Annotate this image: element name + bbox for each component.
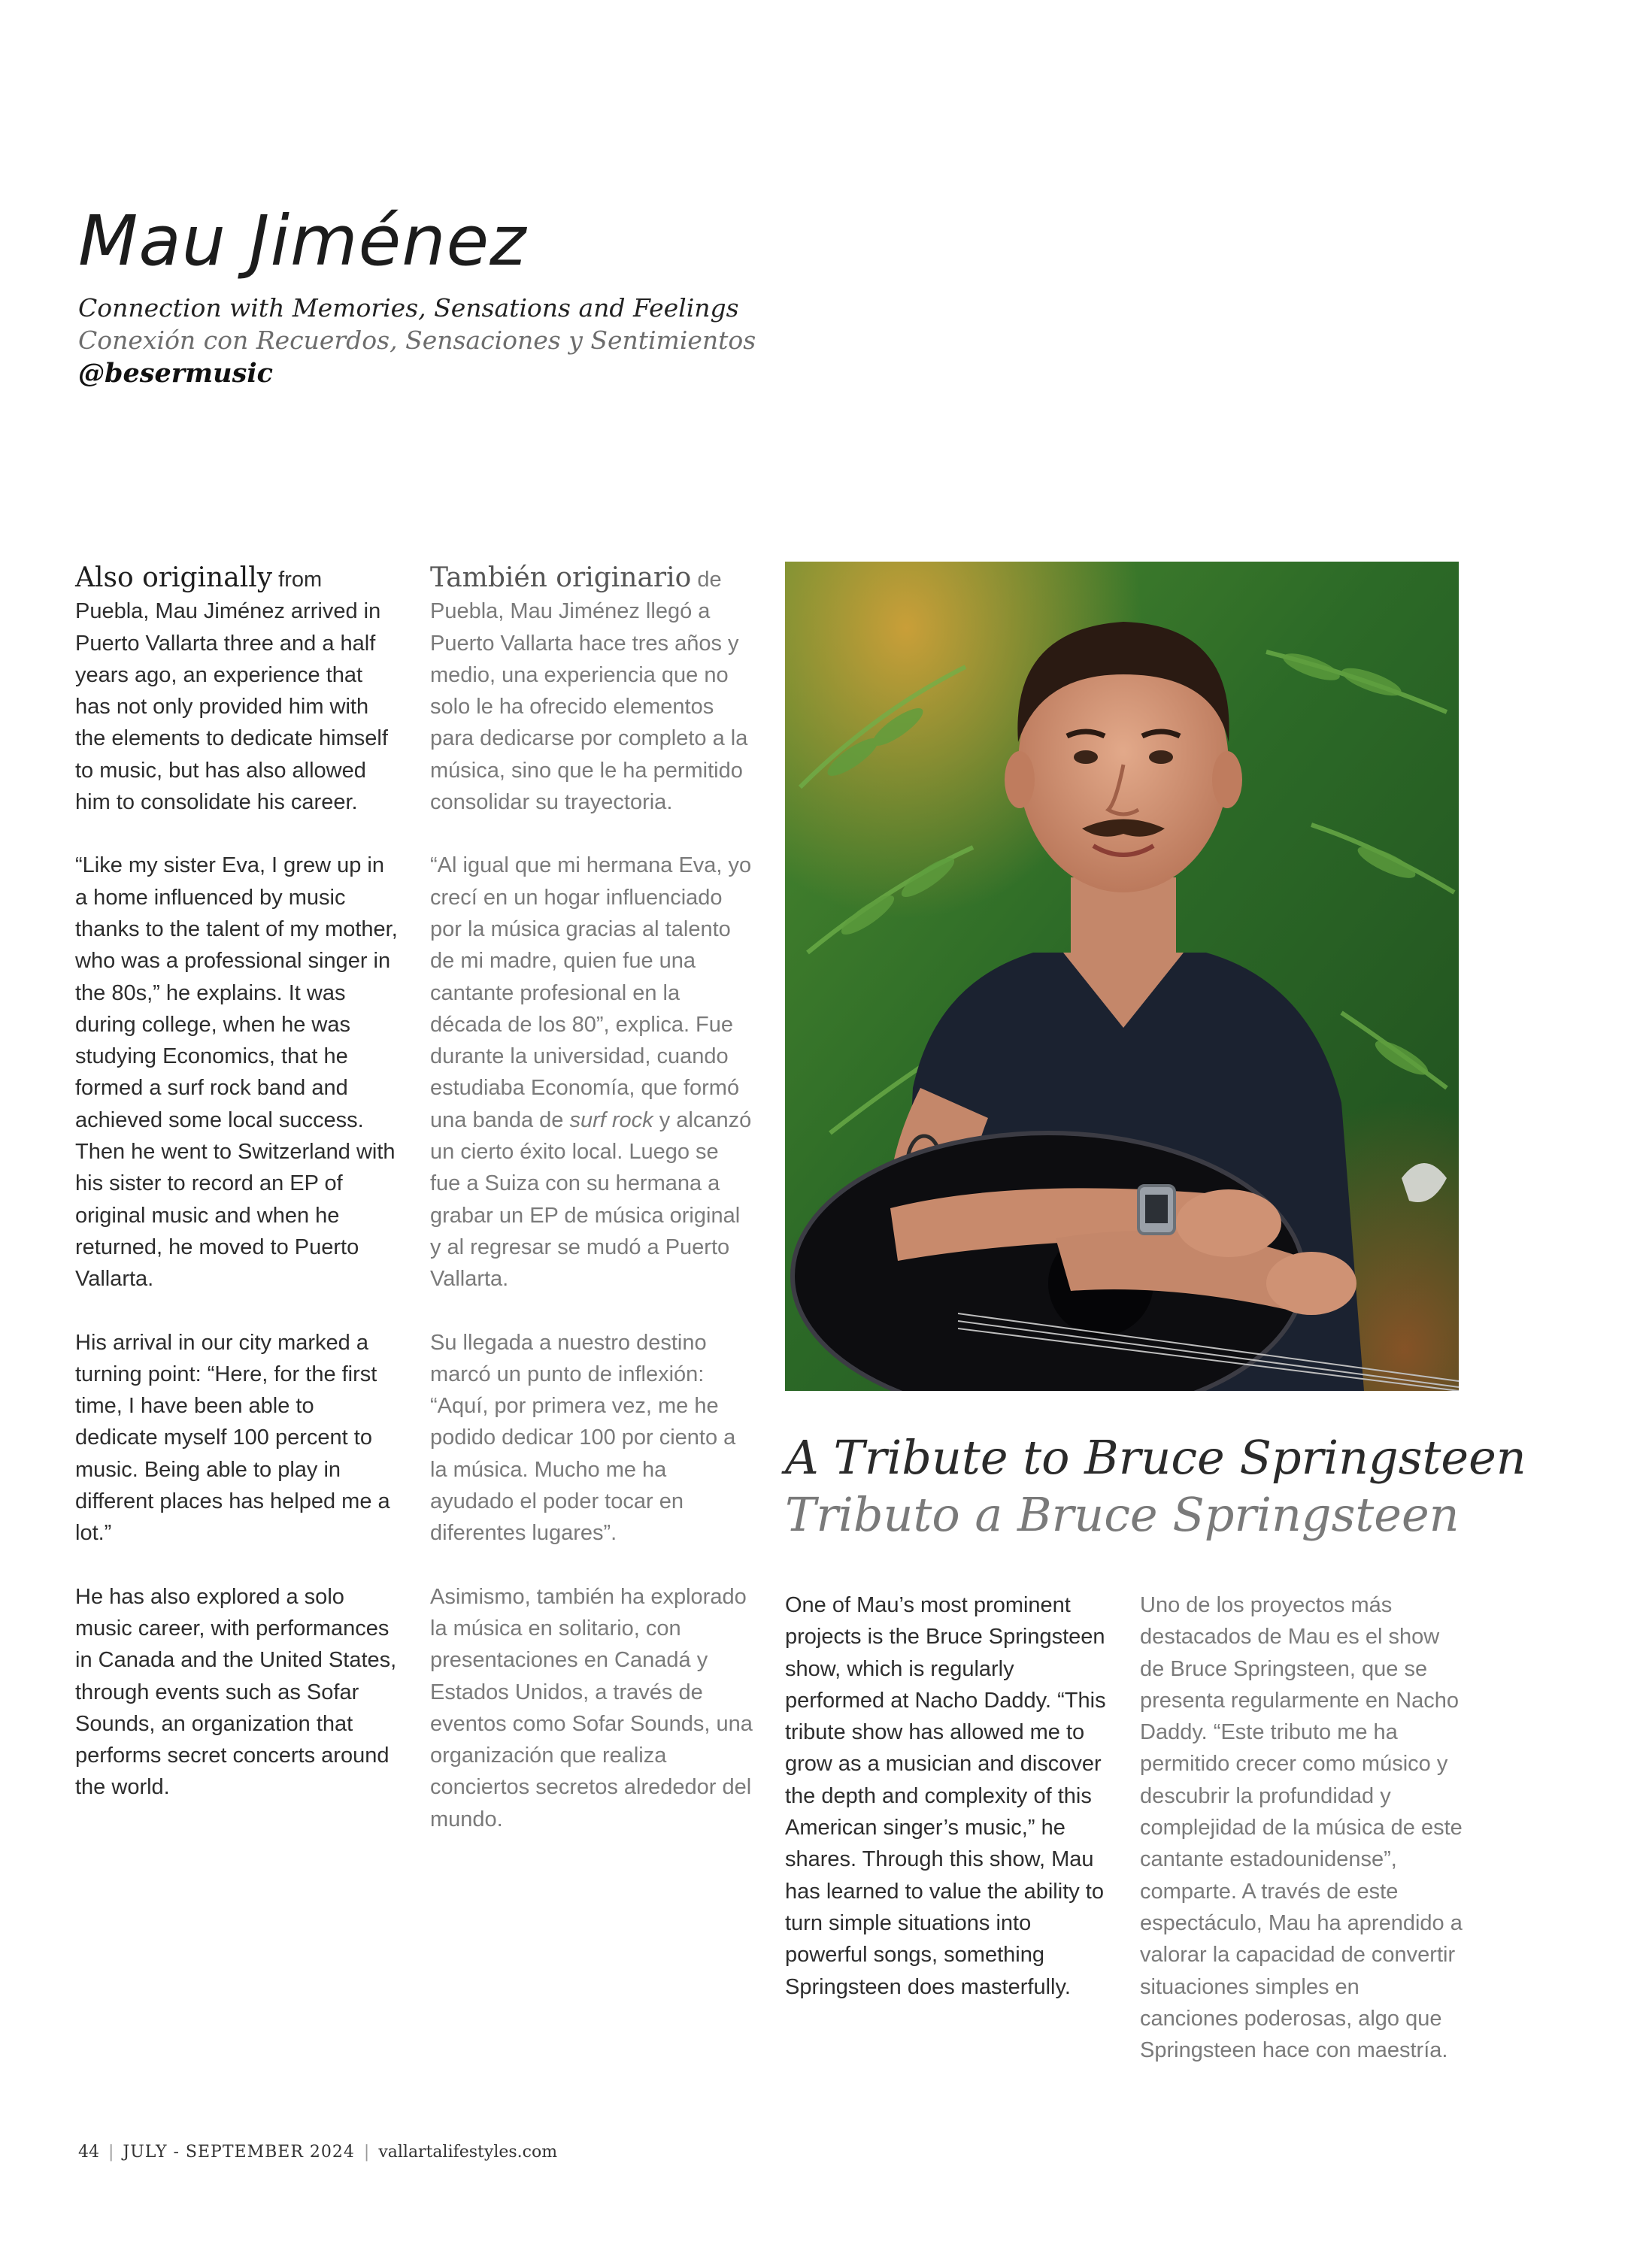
page-footer — [78, 2143, 557, 2162]
tribute-english-column — [785, 1589, 1116, 2034]
footer-separator: | — [363, 2143, 370, 2162]
english-paragraph-1 — [75, 562, 399, 818]
english-paragraph-2: “Like my sister Eva, I grew up in a home influenced by music thanks to the talent of my mother, who was a professional singer in the 80s,” he explains. It was during college, when he was studying Economics, that he formed a surf rock band and achieved some local success. Then he went to Switzerland with his sister to record an EP of original music and when he returned, he moved to Puerto Vallarta. — [75, 853, 398, 1292]
spanish-column — [430, 562, 753, 1867]
website-link[interactable]: vallartalifestyles.com — [378, 2143, 558, 2162]
spanish-paragraph-1 — [430, 562, 753, 818]
english-paragraph-4: He has also explored a solo music career, with performances in Canada and the United States, through events such as Sofar Sounds, an organization that performs secret concerts around the world. — [75, 1584, 397, 1800]
spanish-paragraph-2-text-a: “Al igual que mi hermana Eva, yo crecí en un hogar influenciado por la música gracias al talento de mi madre, quien fue una cantante profesional en la década de los 80”, explica. Fue durante la universidad, cuando estudiaba Economía, que formó una banda de — [430, 853, 752, 1132]
spanish-paragraph-4: Asimismo, también ha explorado la música en solitario, con presentaciones en Canadá y Estados Unidos, a través de eventos como Sofar Sounds, una organización que realiza conciertos secretos alrededor del mundo. — [430, 1584, 753, 1831]
spanish-lead-words: También originario — [430, 562, 692, 593]
subtitle-spanish: Conexión con Recuerdos, Sensaciones y Sentimientos — [78, 326, 756, 355]
english-paragraph-1-text: from Puebla, Mau Jiménez arrived in Puerto Vallarta three and a half years ago, an experience that has not only provided him with the elements to dedicate himself to music, but has also allowed him to consolidate his career. — [75, 568, 388, 815]
page-number: 44 — [78, 2143, 99, 2162]
footer-separator: | — [108, 2143, 114, 2162]
tribute-english-paragraph: One of Mau’s most prominent projects is the Bruce Springsteen show, which is regularly performed at Nacho Daddy. “This tribute show has allowed me to grow as a musician and discover the depth and complexity of this American singer’s music,” he shares. Through this show, Mau has learned to value the ability to turn simple situations into powerful songs, something Springsteen does masterfully. — [785, 1593, 1106, 1999]
tribute-spanish-paragraph: Uno de los proyectos más destacados de Mau es el show de Bruce Springsteen, que se presenta regularmente en Nacho Daddy. “Este tributo me ha permitido crecer como músico y descubrir la profundidad y complejidad de la música de este cantante estadounidense”, comparte. A través de este espectáculo, Mau ha aprendido a valorar la capacidad de convertir situaciones simples en canciones poderosas, algo que Springsteen hace con maestría. — [1140, 1593, 1463, 2063]
subtitle-english: Connection with Memories, Sensations and Feelings — [78, 293, 739, 323]
spanish-paragraph-3: Su llegada a nuestro destino marcó un punto de inflexión: “Aquí, por primera vez, me he podido dedicar 100 por ciento a la música. Mucho me ha ayudado el poder tocar en diferentes lugares”. — [430, 1330, 736, 1546]
spanish-paragraph-2-emphasis: surf rock — [569, 1107, 653, 1132]
social-handle: @besermusic — [78, 358, 273, 389]
english-column — [75, 562, 399, 1835]
musician-with-guitar-illustration — [785, 562, 1459, 1391]
musician-photo — [785, 562, 1459, 1391]
article-title: Mau Jiménez — [78, 201, 527, 281]
spanish-paragraph-2 — [430, 850, 753, 1295]
english-lead-words: Also originally — [75, 562, 273, 593]
tribute-heading-spanish: Tributo a Bruce Springsteen — [785, 1487, 1460, 1542]
spanish-paragraph-1-text: de Puebla, Mau Jiménez llegó a Puerto Vallarta hace tres años y medio, una experiencia que no solo le ha ofrecido elementos para dedicarse por completo a la música, sino que le ha permitido consolidar su trayectoria. — [430, 568, 748, 815]
tribute-heading-english: A Tribute to Bruce Springsteen — [785, 1430, 1526, 1485]
english-paragraph-3: His arrival in our city marked a turning point: “Here, for the first time, I have been able to dedicate myself 100 percent to music. Being able to play in different places has helped me a lot.” — [75, 1330, 390, 1546]
spanish-paragraph-2-text-b: y alcanzó un cierto éxito local. Luego se fue a Suiza con su hermana a grabar un EP de música original y al regresar se mudó a Puerto Vallarta. — [430, 1107, 752, 1292]
tribute-spanish-column — [1140, 1589, 1463, 2098]
issue-date: JULY - SEPTEMBER 2024 — [123, 2143, 355, 2162]
